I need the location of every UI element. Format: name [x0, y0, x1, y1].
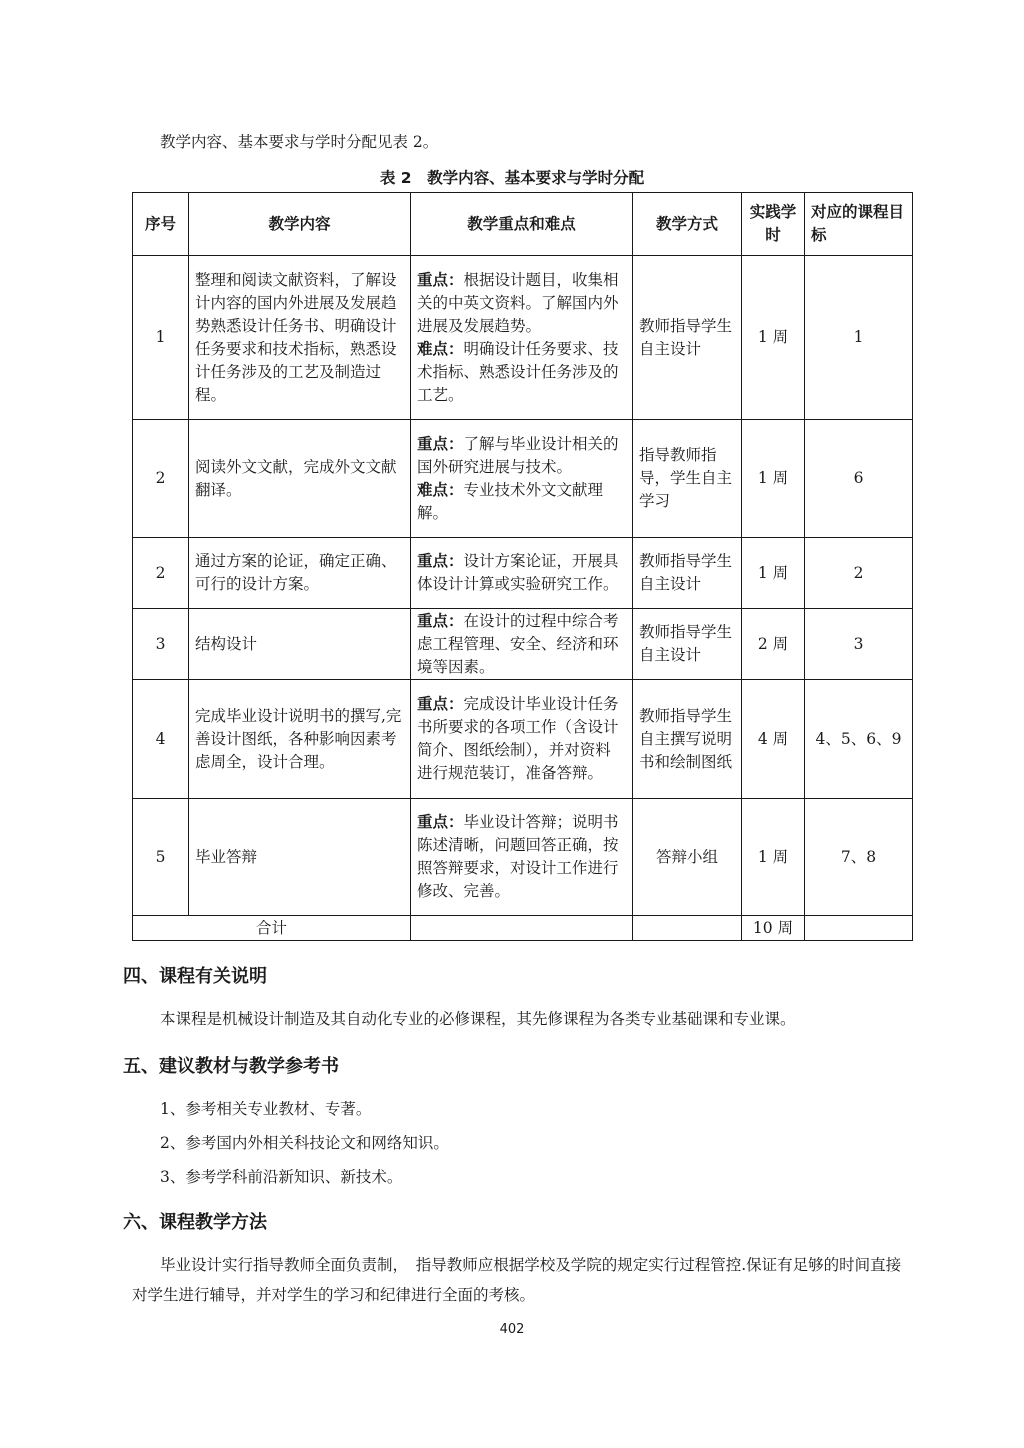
- table-header-row: [133, 193, 913, 256]
- page-number: 402: [499, 1322, 525, 1337]
- table-row: [133, 799, 913, 916]
- reference-item: 1、参考相关专业教材、专著。: [160, 1100, 372, 1118]
- table-row: [133, 538, 913, 609]
- cell-key-points: [411, 799, 633, 916]
- cell-no: 2: [133, 420, 189, 538]
- key-label: 重点：: [417, 813, 464, 831]
- cell-content: 通过方案的论证，确定正确、可行的设计方案。: [189, 538, 411, 609]
- cell-method: 教师指导学生自主设计: [633, 609, 742, 680]
- key-label: 重点：: [417, 611, 464, 630]
- reference-item: 2、参考国内外相关科技论文和网络知识。: [160, 1134, 449, 1152]
- total-empty: [805, 916, 913, 941]
- cell-hours: 1 周: [742, 538, 805, 609]
- cell-key-points: [411, 609, 633, 680]
- key-text: 根据设计题目，收集相关的中英文资料。了解国内外进展及发展趋势。: [417, 270, 619, 335]
- cell-hours: 2 周: [742, 609, 805, 680]
- difficulty-text: 明确设计任务要求、技术指标、熟悉设计任务涉及的工艺。: [417, 339, 619, 404]
- key-text: 了解与毕业设计相关的国外研究进展与技术。: [417, 434, 619, 476]
- section-5-heading: 五、建议教材与教学参考书: [123, 1056, 339, 1077]
- header-goals: 对应的课程目标: [805, 193, 913, 256]
- key-text: 设计方案论证，开展具体设计计算或实验研究工作。: [417, 552, 619, 593]
- header-key-points: 教学重点和难点: [411, 193, 633, 256]
- cell-content: 完成毕业设计说明书的撰写,完善设计图纸，各种影响因素考虑周全，设计合理。: [189, 680, 411, 799]
- cell-goals: 1: [805, 256, 913, 420]
- total-hours: 10 周: [742, 916, 805, 941]
- total-label: 合计: [133, 916, 411, 941]
- total-empty: [411, 916, 633, 941]
- cell-key-points: [411, 538, 633, 609]
- section-6-paragraph: 毕业设计实行指导教师全面负责制， 指导教师应根据学校及学院的规定实行过程管控.保证有足够的时间直接对学生进行辅导，并对学生的学习和纪律进行全面的考核。: [132, 1256, 902, 1304]
- cell-method: 答辩小组: [633, 799, 742, 916]
- table-total-row: [133, 916, 913, 941]
- cell-hours: 1 周: [742, 420, 805, 538]
- cell-goals: 6: [805, 420, 913, 538]
- cell-no: 3: [133, 609, 189, 680]
- reference-item: 3、参考学科前沿新知识、新技术。: [160, 1168, 403, 1186]
- key-label: 重点：: [417, 552, 464, 570]
- key-label: 重点：: [417, 270, 464, 289]
- cell-goals: 7、8: [805, 799, 913, 916]
- table-row: [133, 420, 913, 538]
- difficulty-text: 专业技术外文文献理解。: [417, 480, 604, 522]
- total-empty: [633, 916, 742, 941]
- cell-method: 教师指导学生自主设计: [633, 538, 742, 609]
- cell-no: 2: [133, 538, 189, 609]
- table-row: [133, 680, 913, 799]
- section-6-heading: 六、课程教学方法: [123, 1212, 267, 1233]
- table-caption: 表 2 教学内容、基本要求与学时分配: [379, 169, 645, 187]
- cell-hours: 1 周: [742, 799, 805, 916]
- cell-content: 毕业答辩: [189, 799, 411, 916]
- cell-no: 5: [133, 799, 189, 916]
- cell-no: 1: [133, 256, 189, 420]
- cell-no: 4: [133, 680, 189, 799]
- intro-text: 教学内容、基本要求与学时分配见表 2。: [160, 133, 439, 151]
- key-label: 重点：: [417, 434, 464, 453]
- key-text: 在设计的过程中综合考虑工程管理、安全、经济和环境等因素。: [417, 611, 619, 676]
- cell-key-points: [411, 680, 633, 799]
- header-method: 教学方式: [633, 193, 742, 256]
- table-row: [133, 256, 913, 420]
- cell-content: 整理和阅读文献资料，了解设计内容的国内外进展及发展趋势熟悉设计任务书、明确设计任务要求和技术指标，熟悉设计任务涉及的工艺及制造过程。: [189, 256, 411, 420]
- cell-method: 教师指导学生自主撰写说明书和绘制图纸: [633, 680, 742, 799]
- difficulty-label: 难点：: [417, 480, 464, 499]
- cell-content: 阅读外文文献，完成外文文献翻译。: [189, 420, 411, 538]
- cell-content: 结构设计: [189, 609, 411, 680]
- cell-hours: 4 周: [742, 680, 805, 799]
- cell-method: 指导教师指导，学生自主学习: [633, 420, 742, 538]
- difficulty-label: 难点：: [417, 339, 464, 358]
- key-label: 重点：: [417, 695, 464, 713]
- header-no: 序号: [133, 193, 189, 256]
- cell-key-points: [411, 420, 633, 538]
- header-content: 教学内容: [189, 193, 411, 256]
- cell-goals: 2: [805, 538, 913, 609]
- key-text: 毕业设计答辩；说明书陈述清晰，问题回答正确，按照答辩要求，对设计工作进行修改、完善。: [417, 813, 619, 900]
- teaching-content-table: [132, 192, 913, 941]
- cell-goals: 4、5、6、9: [805, 680, 913, 799]
- cell-goals: 3: [805, 609, 913, 680]
- cell-hours: 1 周: [742, 256, 805, 420]
- cell-key-points: [411, 256, 633, 420]
- key-text: 完成设计毕业设计任务书所要求的各项工作（含设计简介、图纸绘制），并对资料进行规范装订，准备答辩。: [417, 695, 619, 782]
- table-row: [133, 609, 913, 680]
- section-4-paragraph: 本课程是机械设计制造及其自动化专业的必修课程，其先修课程为各类专业基础课和专业课。: [160, 1010, 796, 1028]
- section-4-heading: 四、课程有关说明: [123, 966, 267, 987]
- cell-method: 教师指导学生自主设计: [633, 256, 742, 420]
- header-hours: 实践学时: [742, 193, 805, 256]
